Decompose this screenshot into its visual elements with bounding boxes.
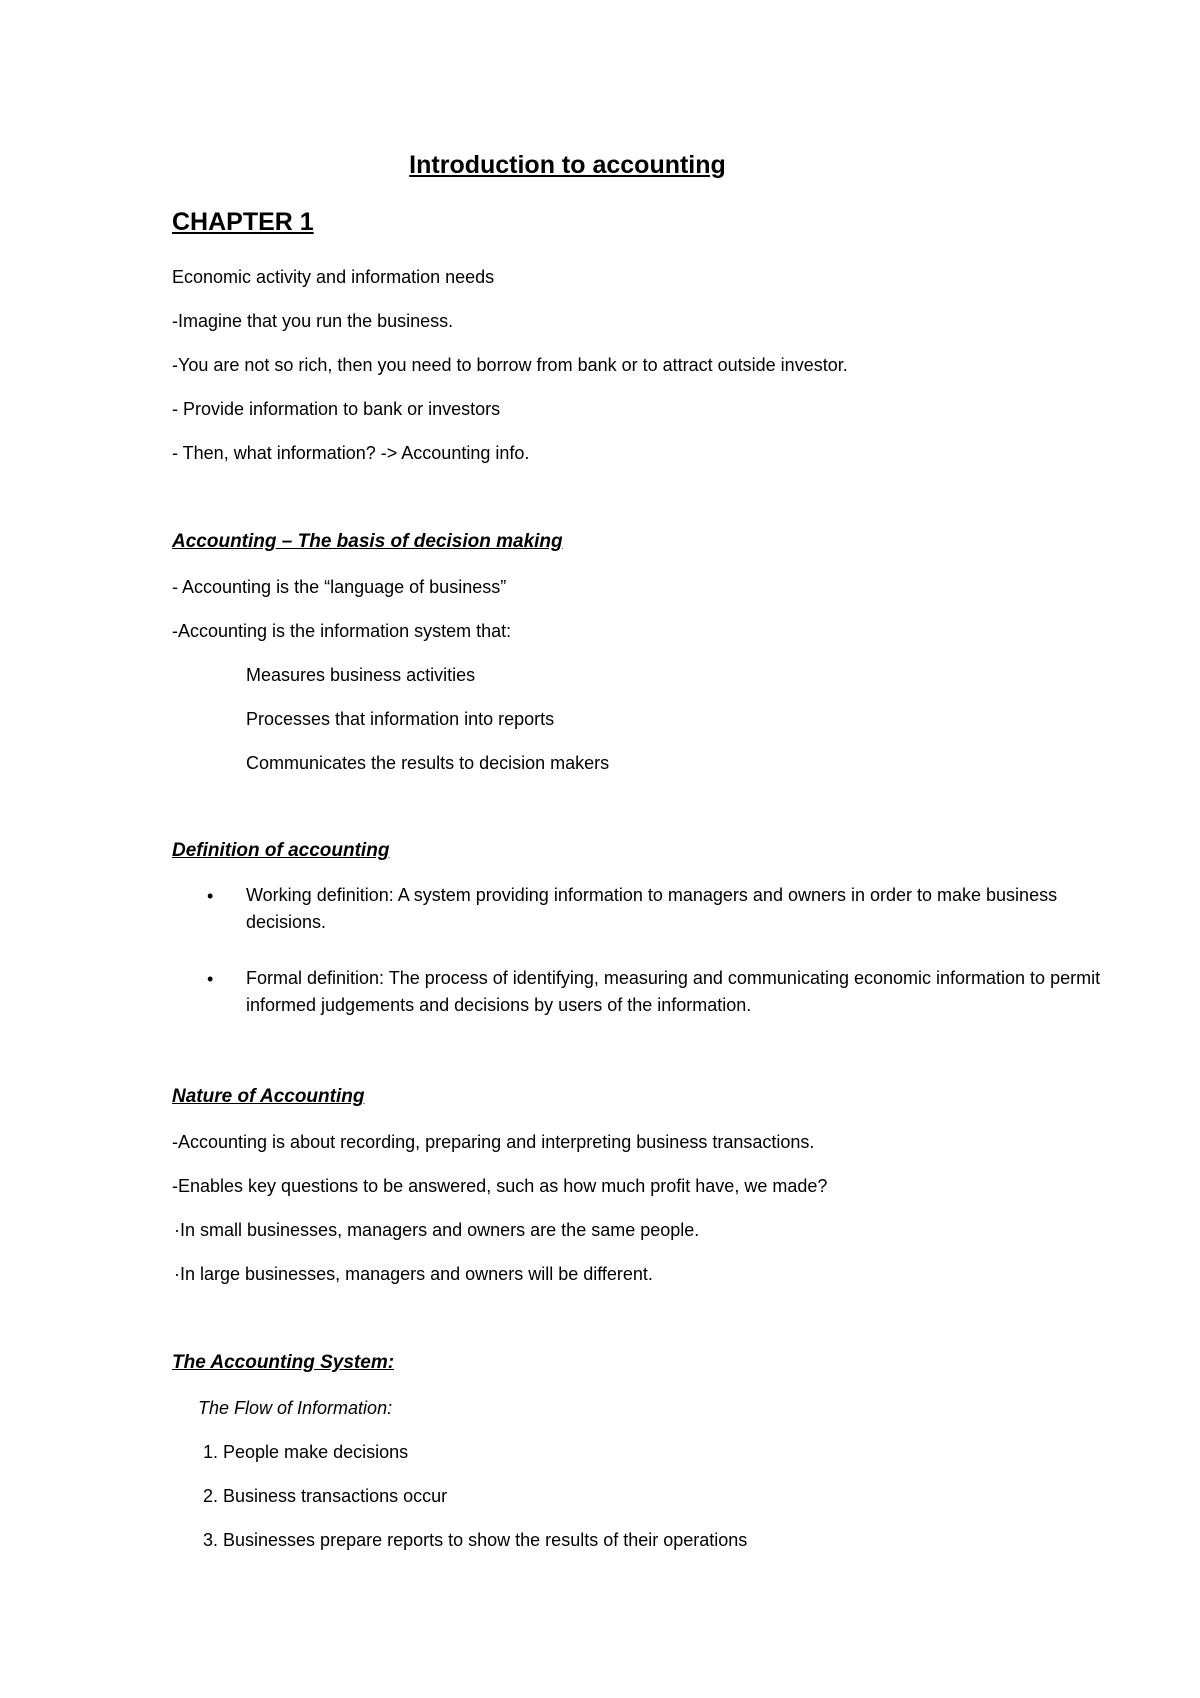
nature-line: -Accounting is about recording, preparing and interpreting business transactions. [172, 1132, 815, 1152]
system-step: 3. Businesses prepare reports to show the results of their operations [203, 1530, 748, 1550]
basis-indented-item: Processes that information into reports [246, 709, 555, 729]
section-heading-basis: Accounting – The basis of decision making [172, 531, 563, 552]
nature-line: -Enables key questions to be answered, such as how much profit have, we made? [172, 1176, 828, 1196]
basis-indented-item: Communicates the results to decision makers [246, 753, 610, 773]
basis-indented-item: Measures business activities [246, 665, 476, 685]
system-step: 2. Business transactions occur [203, 1486, 448, 1506]
section-heading-system: The Accounting System: [172, 1352, 395, 1373]
nature-line: ·In large businesses, managers and owners will be different. [174, 1264, 653, 1284]
definition-bullet: Working definition: A system providing information to managers and owners in order to make business decisions. [246, 885, 1058, 932]
section-heading-nature: Nature of Accounting [172, 1086, 365, 1107]
bullet-icon: • [207, 886, 214, 906]
bullet-icon: • [207, 969, 214, 989]
nature-line: ·In small businesses, managers and owners are the same people. [174, 1220, 700, 1240]
definition-bullet: Formal definition: The process of identifying, measuring and communicating economic information to permit informed judgements and decisions by users of the information. [246, 968, 1101, 1015]
intro-line: - Then, what information? -> Accounting info. [172, 443, 530, 463]
system-subheading: The Flow of Information: [198, 1398, 393, 1418]
intro-line: - Provide information to bank or investors [172, 399, 501, 419]
section-heading-definition: Definition of accounting [172, 840, 390, 861]
intro-line: Economic activity and information needs [172, 267, 495, 287]
basis-line: - Accounting is the “language of business” [172, 577, 507, 597]
intro-line: -You are not so rich, then you need to borrow from bank or to attract outside investor. [172, 355, 848, 375]
system-step: 1. People make decisions [203, 1442, 409, 1462]
chapter-heading: CHAPTER 1 [172, 208, 314, 236]
document-title: Introduction to accounting [409, 151, 726, 179]
intro-line: -Imagine that you run the business. [172, 311, 454, 331]
basis-line: -Accounting is the information system that: [172, 621, 512, 641]
